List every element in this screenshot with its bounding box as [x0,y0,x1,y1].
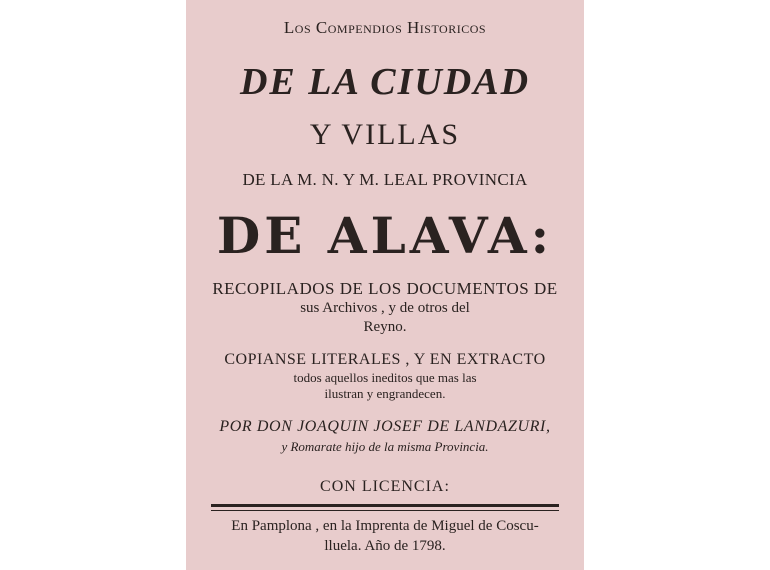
divider-thick [211,504,559,507]
author-subline: y Romarate hijo de la misma Provincia. [281,439,489,454]
divider-thin [211,510,559,511]
text-ineditos: todos aquellos ineditos que mas las [293,370,477,385]
licencia: CON LICENCIA: [320,478,450,495]
imprint-line: En Pamplona , en la Imprenta de Miguel de Coscu- [231,518,539,534]
author-line: POR DON JOAQUIN JOSEF DE LANDAZURI, [219,418,551,435]
title-page [186,0,584,570]
text-copianse: COPIANSE LITERALES , Y EN EXTRACTO [224,351,546,368]
heading-compendios: Los Compendios Historicos [283,18,487,37]
text-ilustran: ilustran y engrandecen. [324,386,446,401]
text-recopilados: RECOPILADOS DE LOS DOCUMENTOS DE [212,279,558,298]
text-archivos: sus Archivos , y de otros del [300,300,470,316]
heading-provincia: DE LA M. N. Y M. LEAL PROVINCIA [242,170,528,189]
heading-y-villas: Y VILLAS [309,118,461,151]
imprint-date: lluela. Año de 1798. [324,538,446,554]
heading-de-alava: DE ALAVA: [216,206,554,265]
text-reyno: Reyno. [363,319,407,335]
heading-de-la-ciudad: DE LA CIUDAD [239,61,531,103]
